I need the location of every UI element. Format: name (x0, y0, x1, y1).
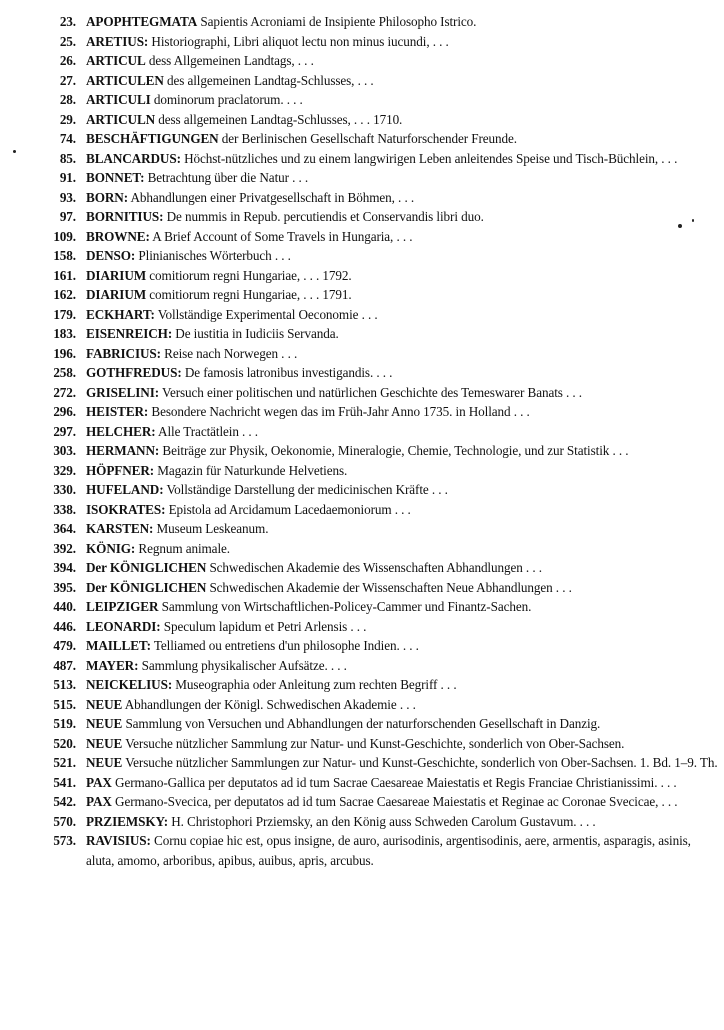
entry-title: Abhandlungen der Königl. Schwedischen Akademie . . . (122, 696, 416, 712)
entry-title: Museographia oder Anleitung zum rechten Begriff . . . (172, 677, 457, 692)
catalog-entry (0, 188, 724, 208)
catalog-entry (0, 500, 724, 520)
entry-title: Plinianisches Wörterbuch . . . (135, 248, 291, 263)
entry-title: De nummis in Repub. percutiendis et Conservandis libri duo. (163, 209, 484, 224)
entry-heading: KARSTEN: (86, 521, 154, 536)
catalog-entry (0, 461, 724, 481)
catalog-entry (0, 617, 724, 637)
catalog-entry (0, 656, 724, 676)
entry-number: 158. (53, 248, 76, 263)
entry-title: Abhandlungen einer Privatgesellschaft in Böhmen, . . . (128, 189, 415, 205)
entry-heading: BLANCARDUS: (86, 150, 181, 166)
entry-number: 395. (53, 579, 76, 595)
entry-number: 296. (53, 404, 76, 419)
catalog-entry (0, 402, 724, 422)
entry-heading: MAYER: (86, 657, 139, 673)
catalog-entry-list (0, 12, 724, 870)
entry-title: Besondere Nachricht wegen das im Früh-Jahr Anno 1735. in Holland . . . (148, 404, 530, 419)
entry-number: 394. (53, 560, 76, 575)
entry-number: 330. (53, 482, 76, 497)
entry-title: dess allgemeinen Landtag-Schlusses, . . . 1710. (155, 111, 403, 127)
entry-heading: NEUE (86, 716, 123, 731)
catalog-entry (0, 734, 724, 754)
catalog-entry (0, 558, 724, 578)
entry-title: Sammlung von Wirtschaftlichen-Policey-Cammer und Finantz-Sachen. (158, 599, 532, 614)
entry-heading: LEIPZIGER (86, 599, 159, 614)
entry-heading: ECKHART: (86, 306, 155, 322)
entry-number: 179. (53, 306, 76, 322)
catalog-entry (0, 149, 724, 169)
entry-title: Vollständige Darstellung der medicinischen Kräfte . . . (163, 482, 448, 497)
catalog-entry (0, 285, 724, 305)
entry-heading: NEUE (86, 755, 123, 770)
entry-title: Sammlung physikalischer Aufsätze. . . . (138, 657, 347, 673)
catalog-entry (0, 831, 724, 870)
catalog-entry (0, 344, 724, 364)
entry-heading: Der KÖNIGLICHEN (86, 560, 207, 575)
catalog-entry (0, 168, 724, 188)
entry-number: 27. (59, 72, 76, 88)
entry-number: 513. (53, 677, 76, 692)
entry-number: 303. (53, 443, 76, 458)
catalog-entry (0, 578, 724, 598)
entry-heading: KÖNIG: (86, 540, 136, 556)
entry-title: Versuche nützlicher Sammlungen zur Natur- und Kunst-Geschichte, sonderlich von Ober-Sachsen. 1. Bd. 1–9. Th. (122, 755, 718, 770)
entry-heading: LEONARDI: (86, 618, 161, 634)
entry-heading: RAVISIUS: (86, 833, 151, 848)
entry-number: 29. (59, 111, 76, 127)
catalog-entry (0, 324, 724, 344)
entry-title: Germano-Svecica, per deputatos ad id tum Sacrae Caesareae Maiestatis et Reginae ac Coronae Svecicae, . . . (111, 794, 678, 809)
entry-heading: ISOKRATES: (86, 501, 166, 517)
entry-number: 479. (53, 638, 76, 653)
catalog-entry (0, 12, 724, 32)
entry-heading: Der KÖNIGLICHEN (86, 579, 207, 595)
catalog-entry (0, 129, 724, 149)
catalog-entry (0, 266, 724, 286)
entry-heading: APOPHTEGMATA (86, 14, 198, 29)
entry-heading: BROWNE: (86, 228, 150, 244)
entry-number: 109. (53, 228, 76, 244)
entry-heading: PRZIEMSKY: (86, 813, 169, 829)
entry-heading: ARTICUL (86, 53, 146, 68)
entry-number: 515. (53, 696, 76, 712)
entry-title: Versuche nützlicher Sammlung zur Natur- und Kunst-Geschichte, sonderlich von Ober-Sachsen. (122, 735, 625, 751)
entry-number: 272. (53, 384, 76, 400)
entry-heading: HERMANN: (86, 443, 160, 458)
entry-title: H. Christophori Prziemsky, an den König auss Schweden Carolum Gustavum. . . . (168, 813, 596, 829)
catalog-entry (0, 51, 724, 71)
entry-number: 573. (53, 833, 76, 848)
entry-number: 25. (59, 33, 76, 49)
entry-number: 196. (53, 345, 76, 361)
catalog-entry (0, 675, 724, 695)
entry-number: 258. (53, 365, 76, 380)
entry-title: Alle Tractätlein . . . (155, 423, 259, 439)
entry-number: 392. (53, 540, 76, 556)
entry-title: Sammlung von Versuchen und Abhandlungen der naturforschenden Gesellschaft in Danzig. (122, 716, 601, 731)
entry-title: Versuch einer politischen und natürlichen Geschichte des Temeswarer Banats . . . (159, 384, 583, 400)
entry-title: Vollständige Experimental Oeconomie . . . (154, 306, 378, 322)
entry-title: Epistola ad Arcidamum Lacedaemoniorum . . . (165, 501, 411, 517)
entry-heading: BESCHÄFTIGUNGEN (86, 131, 219, 146)
entry-title: dominorum praclatorum. . . . (150, 92, 303, 107)
entry-title: Germano-Gallica per deputatos ad id tum Sacrae Caesareae Maiestatis et Regis Franciae Christianissimi. . . . (111, 774, 677, 790)
entry-number: 162. (53, 287, 76, 302)
catalog-entry (0, 246, 724, 266)
entry-title: Museum Leskeanum. (153, 521, 269, 536)
entry-heading: ARTICULN (86, 111, 156, 127)
entry-number: 93. (59, 189, 76, 205)
entry-title: Regnum animale. (135, 540, 230, 556)
entry-title: Telliamed ou entretiens d'un philosophe Indien. . . . (150, 638, 419, 653)
entry-heading: ARTICULI (86, 92, 151, 107)
entry-title: Sapientis Acroniami de Insipiente Philosopho Istrico. (197, 14, 477, 29)
entry-title: comitiorum regni Hungariae, . . . 1791. (146, 287, 352, 302)
entry-heading: BORN: (86, 189, 128, 205)
catalog-entry (0, 110, 724, 130)
entry-heading: FABRICIUS: (86, 345, 161, 361)
entry-number: 23. (59, 14, 76, 29)
catalog-entry (0, 519, 724, 539)
catalog-entry (0, 441, 724, 461)
entry-number: 97. (59, 209, 76, 224)
entry-heading: HEISTER: (86, 404, 149, 419)
catalog-entry (0, 32, 724, 52)
catalog-entry (0, 636, 724, 656)
entry-title: Cornu copiae hic est, opus insigne, de auro, aurisodinis, argentisodinis, aere, armentis, asparagis, asinis, aluta, amomo, arboribus, apibus, auibus, apris, arcubus. (86, 833, 691, 868)
entry-number: 364. (53, 521, 76, 536)
entry-heading: MAILLET: (86, 638, 151, 653)
entry-title: dess Allgemeinen Landtags, . . . (145, 53, 314, 68)
entry-number: 440. (53, 599, 76, 614)
entry-number: 74. (59, 131, 76, 146)
entry-number: 542. (53, 794, 76, 809)
entry-number: 570. (53, 813, 76, 829)
entry-title: Speculum lapidum et Petri Arlensis . . . (160, 618, 367, 634)
entry-heading: ARETIUS: (86, 33, 149, 49)
entry-heading: PAX (86, 794, 112, 809)
entry-number: 541. (53, 774, 76, 790)
entry-number: 28. (59, 92, 76, 107)
entry-number: 26. (59, 53, 76, 68)
entry-title: De famosis latronibus investigandis. . . . (181, 365, 393, 380)
entry-number: 91. (59, 170, 76, 185)
entry-title: des allgemeinen Landtag-Schlusses, . . . (163, 72, 374, 88)
catalog-entry (0, 383, 724, 403)
entry-number: 446. (53, 618, 76, 634)
catalog-entry (0, 753, 724, 773)
entry-title: Historiographi, Libri aliquot lectu non minus iucundi, . . . (148, 33, 449, 49)
entry-number: 338. (53, 501, 76, 517)
catalog-entry (0, 539, 724, 559)
entry-title: Schwedischen Akademie der Wissenschaften Neue Abhandlungen . . . (206, 579, 572, 595)
entry-number: 297. (53, 423, 76, 439)
entry-number: 521. (53, 755, 76, 770)
entry-heading: BORNITIUS: (86, 209, 164, 224)
catalog-entry (0, 71, 724, 91)
catalog-entry (0, 227, 724, 247)
catalog-entry (0, 363, 724, 383)
entry-title: Reise nach Norwegen . . . (160, 345, 298, 361)
entry-heading: GOTHFREDUS: (86, 365, 182, 380)
entry-heading: ARTICULEN (86, 72, 164, 88)
entry-number: 519. (53, 716, 76, 731)
catalog-entry (0, 695, 724, 715)
entry-heading: NEICKELIUS: (86, 677, 173, 692)
entry-heading: GRISELINI: (86, 384, 160, 400)
catalog-entry (0, 305, 724, 325)
catalog-entry (0, 480, 724, 500)
entry-number: 161. (53, 267, 76, 283)
entry-title: De iustitia in Iudiciis Servanda. (172, 326, 339, 341)
entry-number: 85. (59, 150, 76, 166)
catalog-entry (0, 597, 724, 617)
entry-heading: EISENREICH: (86, 326, 173, 341)
catalog-entry (0, 90, 724, 110)
entry-title: Höchst-nützliches und zu einem langwirigen Leben anleitendes Speise und Tisch-Büchlein, . . . (180, 150, 678, 166)
entry-number: 329. (53, 462, 76, 478)
catalog-entry (0, 812, 724, 832)
catalog-entry (0, 714, 724, 734)
entry-heading: PAX (86, 774, 112, 790)
entry-number: 183. (53, 326, 76, 341)
entry-heading: HELCHER: (86, 423, 156, 439)
entry-heading: HÖPFNER: (86, 462, 155, 478)
entry-title: A Brief Account of Some Travels in Hungaria, . . . (149, 228, 413, 244)
entry-heading: DENSO: (86, 248, 136, 263)
entry-number: 520. (53, 735, 76, 751)
entry-heading: BONNET: (86, 170, 145, 185)
catalog-entry (0, 207, 724, 227)
entry-heading: NEUE (86, 735, 123, 751)
entry-title: Schwedischen Akademie des Wissenschaften Abhandlungen . . . (206, 560, 542, 575)
entry-title: der Berlinischen Gesellschaft Naturforschender Freunde. (218, 131, 517, 146)
catalog-entry (0, 792, 724, 812)
catalog-entry (0, 422, 724, 442)
entry-heading: NEUE (86, 696, 123, 712)
entry-heading: DIARIUM (86, 267, 147, 283)
entry-number: 487. (53, 657, 76, 673)
catalog-entry (0, 773, 724, 793)
entry-title: Betrachtung über die Natur . . . (144, 170, 309, 185)
entry-heading: HUFELAND: (86, 482, 164, 497)
entry-heading: DIARIUM (86, 287, 147, 302)
entry-title: Magazin für Naturkunde Helvetiens. (154, 462, 348, 478)
entry-title: Beiträge zur Physik, Oekonomie, Mineralogie, Chemie, Technologie, und zur Statistik . . . (159, 443, 629, 458)
entry-title: comitiorum regni Hungariae, . . . 1792. (146, 267, 352, 283)
